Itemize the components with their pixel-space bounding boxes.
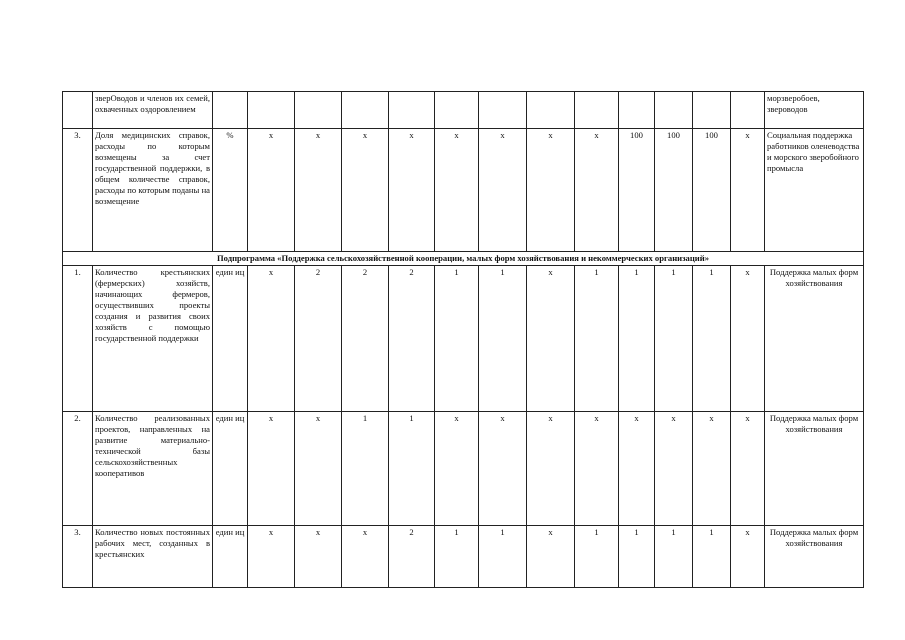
value-cell: х bbox=[479, 412, 527, 526]
value-cell: 2 bbox=[389, 526, 435, 588]
value-cell: х bbox=[435, 129, 479, 252]
value-cell: х bbox=[295, 129, 342, 252]
value-cell: х bbox=[655, 412, 693, 526]
value-cell: 1 bbox=[435, 266, 479, 412]
value-cell: х bbox=[731, 266, 765, 412]
row-number: 3. bbox=[63, 129, 93, 252]
value-cell: 1 bbox=[479, 526, 527, 588]
value-cell: х bbox=[731, 412, 765, 526]
value-cell: х bbox=[389, 129, 435, 252]
value-cell: 2 bbox=[295, 266, 342, 412]
row-number: 2. bbox=[63, 412, 93, 526]
unit-cell: един иц bbox=[213, 526, 248, 588]
value-cell bbox=[693, 92, 731, 129]
indicator-name: Количество реализованных проектов, направленных на развитие материально-технической базы сельскохозяйственных кооперативов bbox=[93, 412, 213, 526]
unit-cell: един иц bbox=[213, 412, 248, 526]
row-number: 3. bbox=[63, 526, 93, 588]
value-cell: х bbox=[342, 526, 389, 588]
value-cell: х bbox=[248, 526, 295, 588]
value-cell: 1 bbox=[575, 526, 619, 588]
program-cell: Социальная поддержка работников оленеводства и морского зверобойного промысла bbox=[765, 129, 864, 252]
indicator-name: Количество крестьянских (фермерских) хозяйств, начинающих фермеров, осуществивших проекты создания и развития своих хозяйств с помощью государственной поддержки bbox=[93, 266, 213, 412]
value-cell: х bbox=[342, 129, 389, 252]
value-cell: 2 bbox=[342, 266, 389, 412]
value-cell: х bbox=[527, 526, 575, 588]
value-cell: х bbox=[295, 412, 342, 526]
table-row bbox=[63, 92, 864, 129]
indicator-name: зверОводов и членов их семей, охваченных оздоровлением bbox=[93, 92, 213, 129]
subprogram-title: Подпрограмма «Поддержка сельскохозяйственной кооперации, малых форм хозяйствования и некоммерческих организаций» bbox=[63, 252, 864, 266]
value-cell: 1 bbox=[655, 266, 693, 412]
value-cell: х bbox=[693, 412, 731, 526]
value-cell: 1 bbox=[693, 266, 731, 412]
value-cell: х bbox=[527, 129, 575, 252]
value-cell bbox=[619, 92, 655, 129]
value-cell bbox=[389, 92, 435, 129]
row-number bbox=[63, 92, 93, 129]
value-cell: х bbox=[248, 266, 295, 412]
value-cell: 100 bbox=[655, 129, 693, 252]
value-cell: х bbox=[479, 129, 527, 252]
value-cell: х bbox=[527, 266, 575, 412]
value-cell bbox=[655, 92, 693, 129]
value-cell: х bbox=[295, 526, 342, 588]
program-cell: Поддержка малых форм хозяйствования bbox=[765, 526, 864, 588]
value-cell: 1 bbox=[389, 412, 435, 526]
value-cell bbox=[295, 92, 342, 129]
indicators-table bbox=[62, 91, 864, 588]
value-cell: х bbox=[248, 129, 295, 252]
program-cell: Поддержка малых форм хозяйствования bbox=[765, 412, 864, 526]
value-cell: 1 bbox=[342, 412, 389, 526]
row-number: 1. bbox=[63, 266, 93, 412]
value-cell: 1 bbox=[575, 266, 619, 412]
table-row bbox=[63, 526, 864, 588]
value-cell: 1 bbox=[479, 266, 527, 412]
table-row bbox=[63, 266, 864, 412]
value-cell bbox=[342, 92, 389, 129]
value-cell: х bbox=[527, 412, 575, 526]
value-cell: 1 bbox=[619, 526, 655, 588]
value-cell: 1 bbox=[435, 526, 479, 588]
value-cell bbox=[575, 92, 619, 129]
value-cell: х bbox=[575, 129, 619, 252]
value-cell: 1 bbox=[655, 526, 693, 588]
indicator-name: Доля медицинских справок, расходы по которым возмещены за счет государственной поддержки, в общем количестве справок, расходы по которым поданы на возмещение bbox=[93, 129, 213, 252]
program-cell: морзверобоев, звероводов bbox=[765, 92, 864, 129]
value-cell: х bbox=[731, 526, 765, 588]
value-cell bbox=[435, 92, 479, 129]
value-cell: х bbox=[248, 412, 295, 526]
value-cell bbox=[731, 92, 765, 129]
value-cell: х bbox=[435, 412, 479, 526]
value-cell: 1 bbox=[619, 266, 655, 412]
value-cell bbox=[479, 92, 527, 129]
value-cell: 2 bbox=[389, 266, 435, 412]
value-cell: х bbox=[731, 129, 765, 252]
unit-cell bbox=[213, 92, 248, 129]
value-cell bbox=[527, 92, 575, 129]
table-row bbox=[63, 412, 864, 526]
unit-cell: % bbox=[213, 129, 248, 252]
indicator-name: Количество новых постоянных рабочих мест, созданных в крестьянских bbox=[93, 526, 213, 588]
value-cell: 1 bbox=[693, 526, 731, 588]
program-cell: Поддержка малых форм хозяйствования bbox=[765, 266, 864, 412]
value-cell: х bbox=[575, 412, 619, 526]
value-cell: 100 bbox=[619, 129, 655, 252]
table-row bbox=[63, 129, 864, 252]
subprogram-row bbox=[63, 252, 864, 266]
unit-cell: един иц bbox=[213, 266, 248, 412]
value-cell: 100 bbox=[693, 129, 731, 252]
value-cell: х bbox=[619, 412, 655, 526]
value-cell bbox=[248, 92, 295, 129]
table-body bbox=[63, 92, 864, 588]
